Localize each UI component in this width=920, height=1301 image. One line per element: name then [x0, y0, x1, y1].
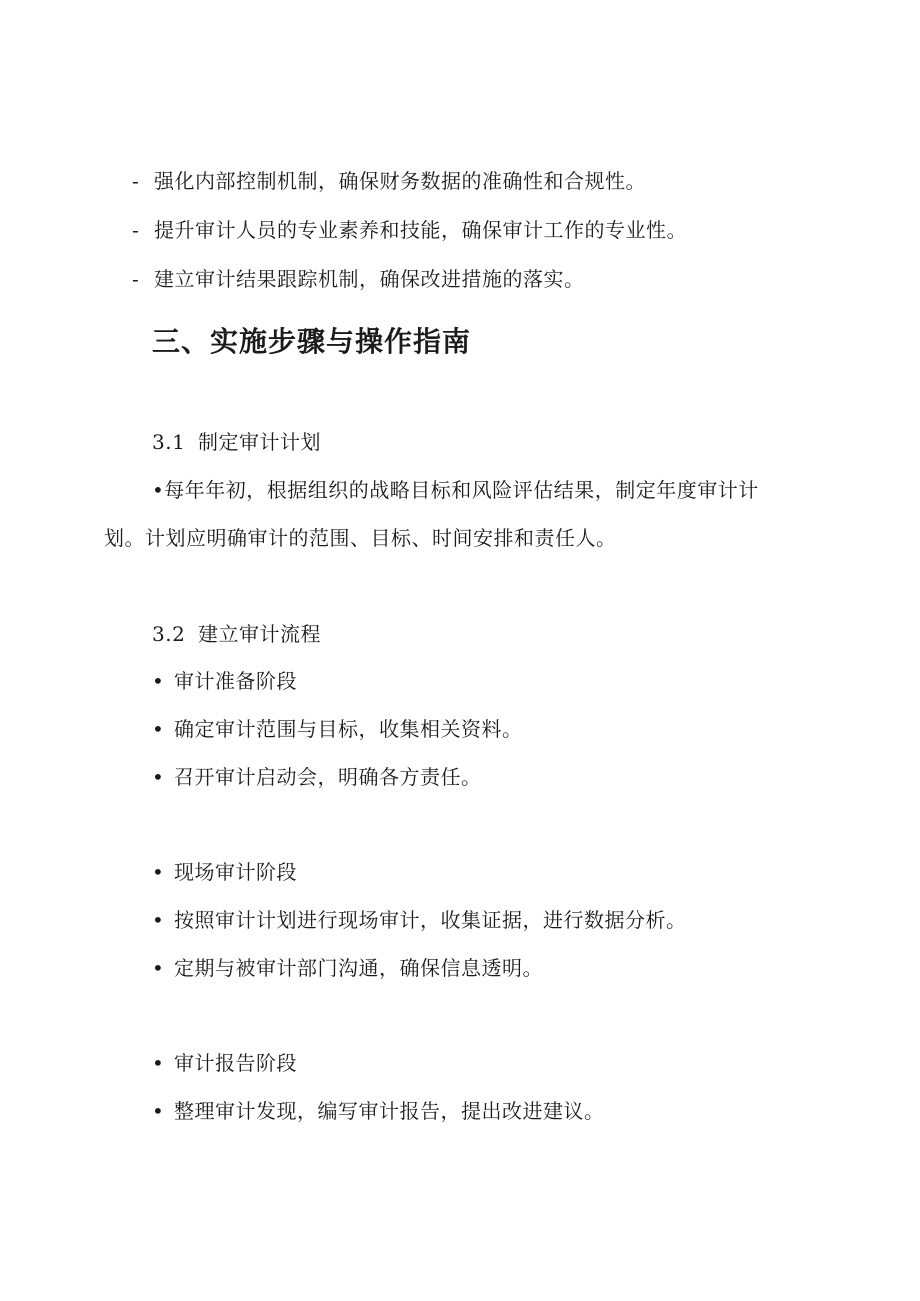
list-item-text: 定期与被审计部门沟通，确保信息透明。 — [174, 956, 543, 980]
dash-marker: - — [132, 218, 140, 242]
list-item — [152, 954, 543, 982]
list-item — [152, 858, 297, 886]
list-item — [152, 763, 482, 791]
list-item-text: 审计报告阶段 — [174, 1051, 297, 1075]
bullet-marker: • — [152, 1051, 165, 1075]
bullet-marker: • — [152, 1099, 165, 1123]
bullet-marker: • — [152, 717, 165, 741]
bullet-marker: • — [152, 860, 165, 884]
list-item-text: 确定审计范围与目标，收集相关资料。 — [174, 717, 523, 741]
bullet-marker: • — [152, 956, 165, 980]
subsection-heading — [152, 620, 321, 648]
subsection-number: 3.1 — [152, 430, 186, 454]
subsection-title: 建立审计流程 — [198, 622, 321, 646]
bullet-marker: • — [152, 765, 165, 789]
list-item — [152, 667, 297, 695]
list-item — [132, 265, 585, 293]
bullet-marker: • — [152, 908, 165, 932]
dash-marker: - — [132, 169, 140, 193]
bullet-marker: • — [152, 669, 165, 693]
list-item-text: 整理审计发现，编写审计报告，提出改进建议。 — [174, 1099, 605, 1123]
list-item-text: 现场审计阶段 — [174, 860, 297, 884]
subsection-title: 制定审计计划 — [198, 430, 321, 454]
dash-marker: - — [132, 267, 140, 291]
paragraph-line: •每年年初，根据组织的战略目标和风险评估结果，制定年度审计计 — [152, 478, 759, 502]
list-item-text: 强化内部控制机制，确保财务数据的准确性和合规性。 — [154, 169, 646, 193]
list-item — [152, 1097, 605, 1125]
list-item-text: 按照审计计划进行现场审计，收集证据，进行数据分析。 — [174, 908, 687, 932]
list-item — [152, 715, 523, 743]
list-item — [152, 906, 687, 934]
list-item-text: 建立审计结果跟踪机制，确保改进措施的落实。 — [154, 267, 585, 291]
paragraph-line: 划。计划应明确审计的范围、目标、时间安排和责任人。 — [104, 526, 617, 550]
subsection-heading — [152, 428, 321, 456]
list-item — [152, 1049, 297, 1077]
list-item-text: 提升审计人员的专业素养和技能，确保审计工作的专业性。 — [154, 218, 687, 242]
list-item — [132, 167, 646, 195]
section-heading: 三、实施步骤与操作指南 — [152, 325, 472, 358]
list-item-text: 审计准备阶段 — [174, 669, 297, 693]
subsection-number: 3.2 — [152, 622, 186, 646]
list-item — [132, 216, 687, 244]
list-item-text: 召开审计启动会，明确各方责任。 — [174, 765, 482, 789]
